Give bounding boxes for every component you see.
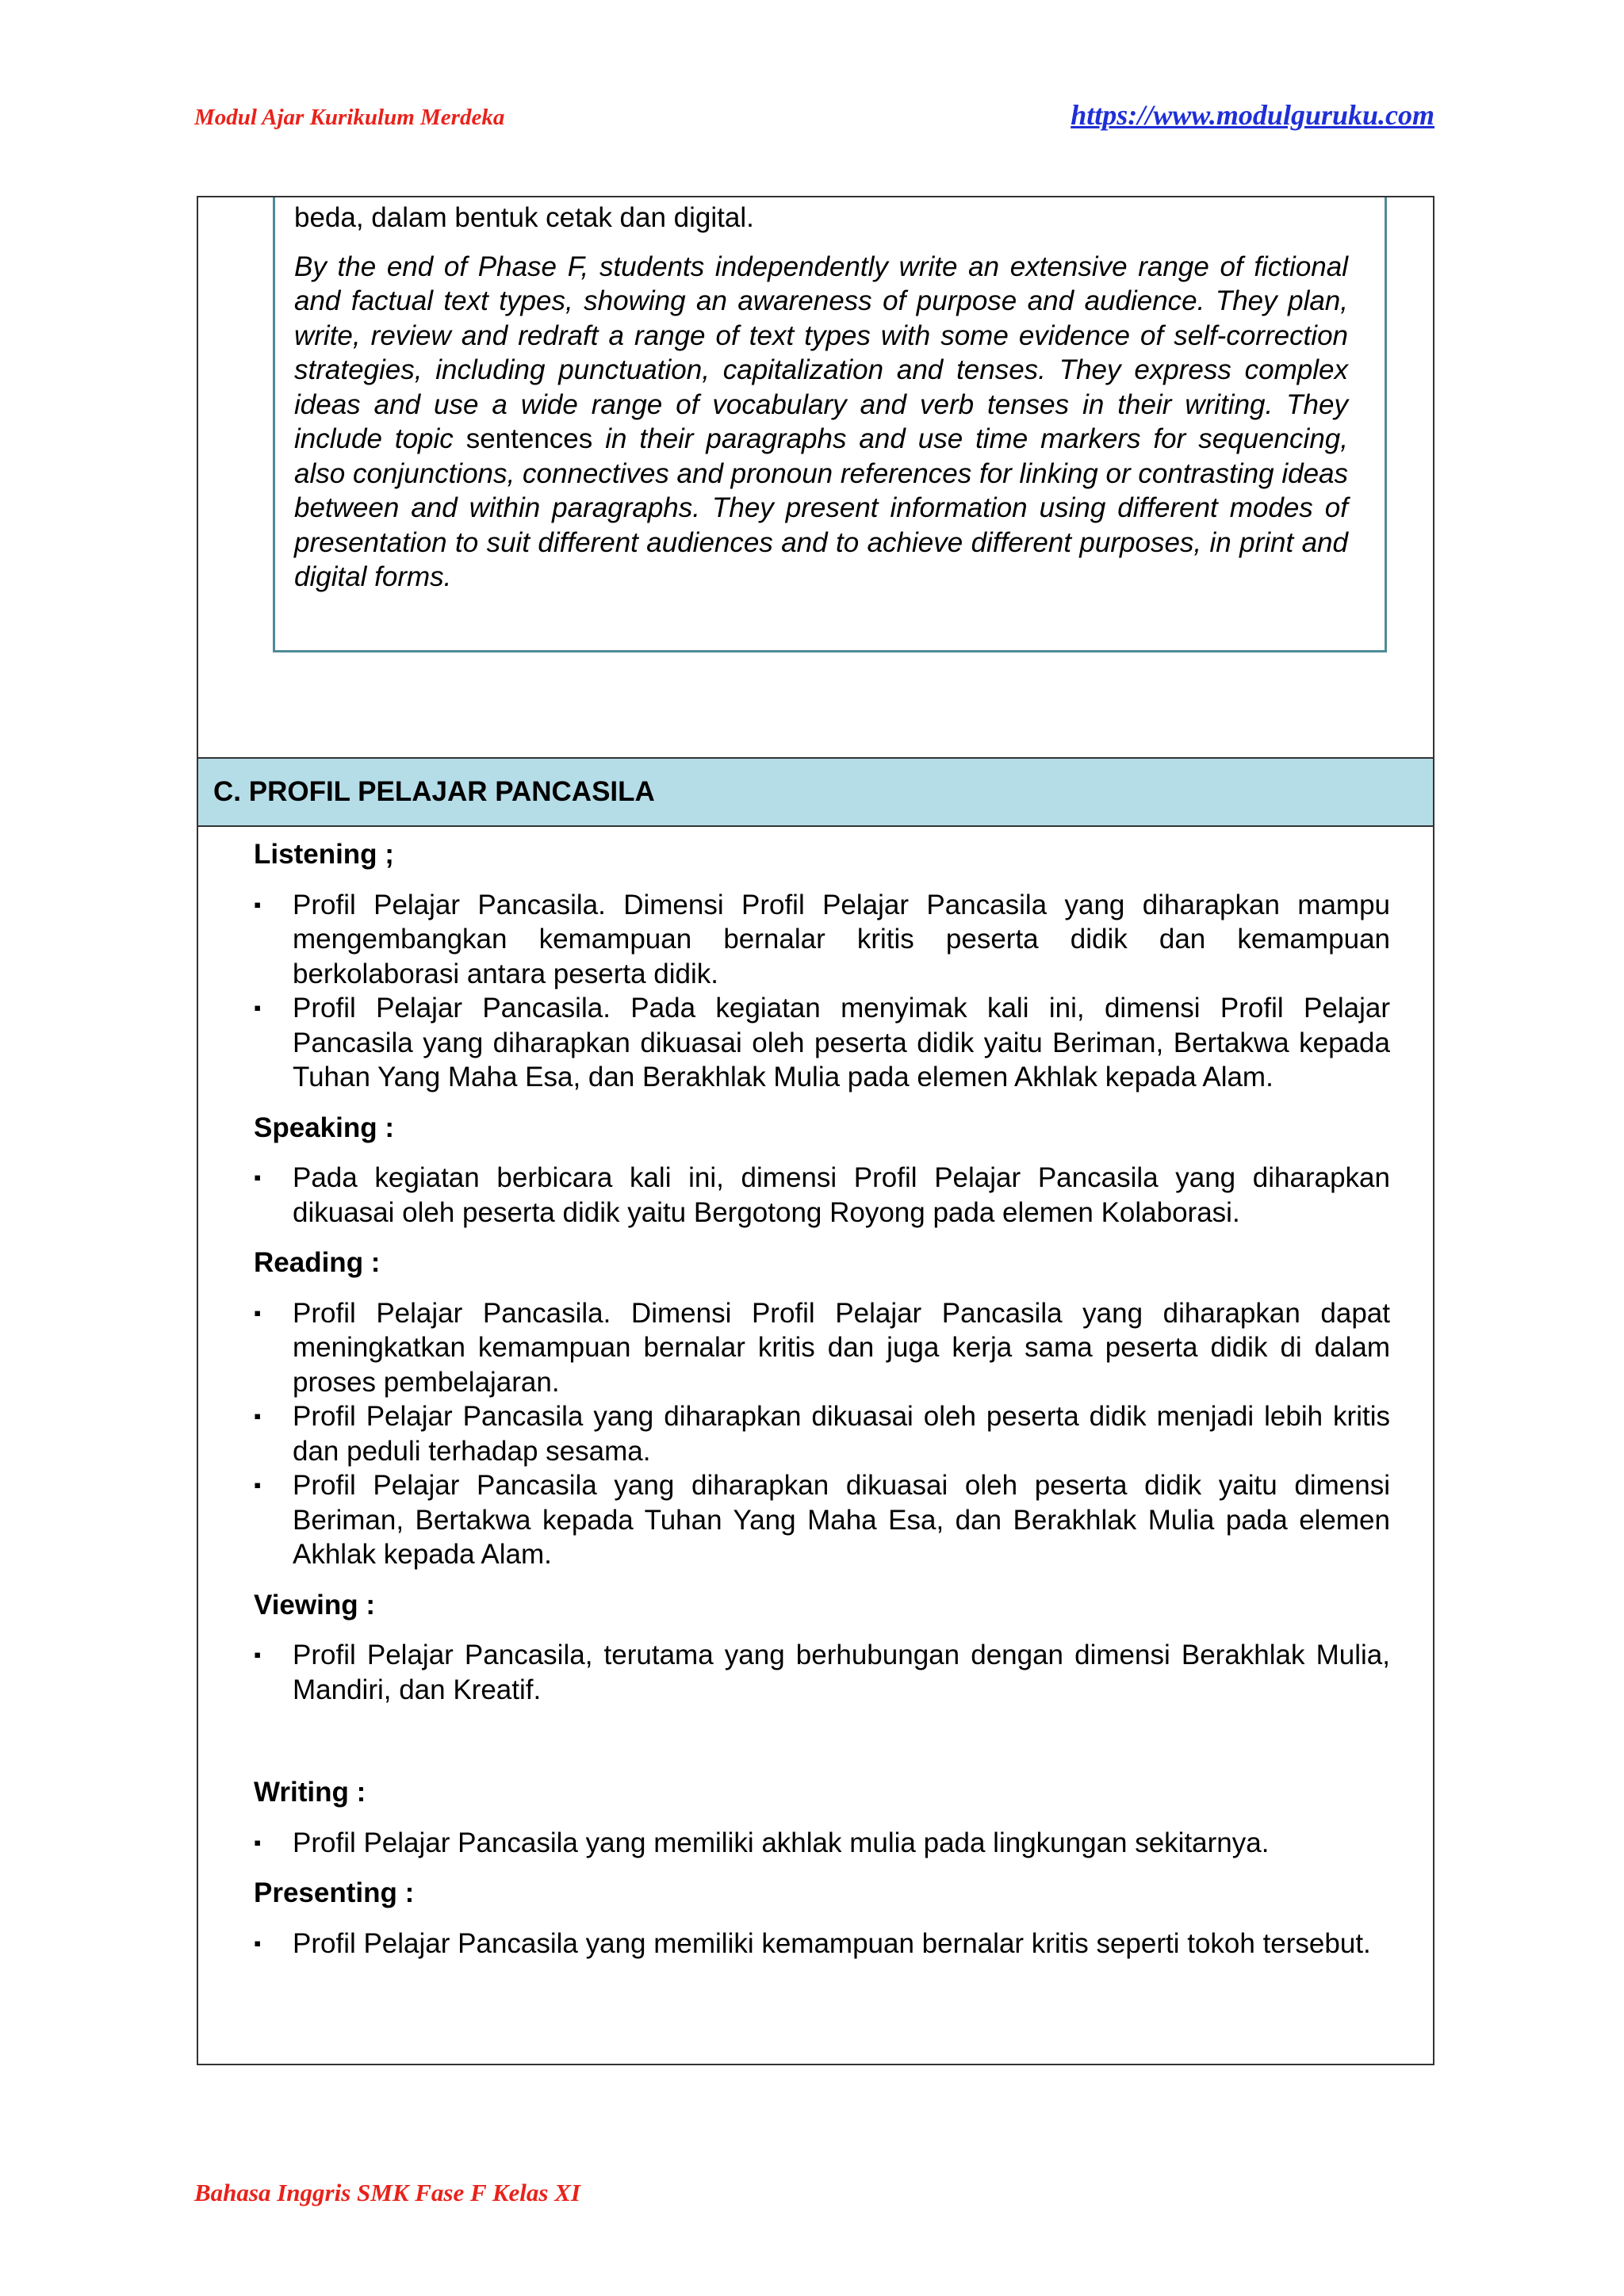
bullet-item [254, 1161, 1390, 1230]
skill-heading: Speaking : [254, 1112, 394, 1143]
content-table [197, 196, 1434, 2065]
bullet-item [254, 1826, 1390, 1861]
skill-heading: Listening ; [254, 839, 394, 870]
bullet-text: Profil Pelajar Pancasila. Dimensi Profil Pelajar Pancasila yang diharapkan mampu mengembangkan kemampuan bernalar kritis peserta didik dan kemampuan berkolaborasi antara peserta didik. [293, 889, 1390, 989]
square-bullet-icon: ▪ [254, 1830, 262, 1854]
bullet-item [254, 1468, 1390, 1572]
bullet-list [254, 1161, 1390, 1230]
bullet-list [254, 888, 1390, 1095]
bullet-list [254, 1826, 1390, 1861]
bullet-text: Profil Pelajar Pancasila, terutama yang berhubungan dengan dimensi Berakhlak Mulia, Mandiri, dan Kreatif. [293, 1640, 1390, 1705]
square-bullet-icon: ▪ [254, 1931, 262, 1955]
header-website-link[interactable]: https://www.modulguruku.com [1071, 99, 1434, 131]
skill-heading: Viewing : [254, 1589, 375, 1621]
blank-spacer [254, 1723, 1390, 1775]
bullet-item [254, 1638, 1390, 1707]
footer-course-title: Bahasa Inggris SMK Fase F Kelas XI [194, 2179, 580, 2206]
bullet-text: Profil Pelajar Pancasila yang memiliki akhlak mulia pada lingkungan sekitarnya. [293, 1827, 1270, 1858]
square-bullet-icon: ▪ [254, 1473, 262, 1497]
profil-groups [254, 837, 1390, 1976]
bullet-text: Profil Pelajar Pancasila yang diharapkan dikuasai oleh peserta didik menjadi lebih kritis dan peduli terhadap sesama. [293, 1401, 1390, 1467]
bullet-item [254, 1296, 1390, 1400]
section-heading-profil-pelajar-pancasila: C. PROFIL PELAJAR PANCASILA [198, 757, 1433, 827]
square-bullet-icon: ▪ [254, 1165, 262, 1189]
cp-continued-line: beda, dalam bentuk cetak dan digital. [294, 202, 754, 233]
header-module-title: Modul Ajar Kurikulum Merdeka [194, 105, 505, 130]
square-bullet-icon: ▪ [254, 1300, 262, 1325]
square-bullet-icon: ▪ [254, 892, 262, 916]
bullet-item [254, 1399, 1390, 1468]
bullet-list [254, 1927, 1390, 1961]
bullet-text: Profil Pelajar Pancasila. Pada kegiatan menyimak kali ini, dimensi Profil Pelajar Pancasila yang diharapkan dikuasai oleh peserta didik yaitu Beriman, Bertakwa kepada Tuhan Yang Maha Esa, dan Berakhlak Mulia pada elemen Akhlak kepada Alam. [293, 993, 1390, 1093]
bullet-list [254, 1296, 1390, 1572]
bullet-list [254, 1638, 1390, 1707]
square-bullet-icon: ▪ [254, 1643, 262, 1667]
skill-heading: Reading : [254, 1247, 381, 1278]
bullet-item [254, 888, 1390, 992]
capaian-pembelajaran-box [273, 197, 1387, 652]
bullet-text: Pada kegiatan berbicara kali ini, dimensi Profil Pelajar Pancasila yang diharapkan dikuasai oleh peserta didik yaitu Bergotong Royong pada elemen Kolaborasi. [293, 1162, 1390, 1228]
bullet-text: Profil Pelajar Pancasila. Dimensi Profil Pelajar Pancasila yang diharapkan dapat meningkatkan kemampuan bernalar kritis dan juga kerja sama peserta didik di dalam proses pembelajaran. [293, 1297, 1390, 1398]
skill-heading: Presenting : [254, 1877, 415, 1908]
cp-english-paragraph [294, 250, 1348, 595]
cp-text-part-3: in their paragraphs and use time markers for sequencing, also conjunctions, connectives and pronoun references for linking or contrasting ideas between and within paragraphs. They present information using different modes of presentation to suit different audiences and to achieve different purposes, in print and digital forms. [294, 423, 1348, 592]
bullet-text: Profil Pelajar Pancasila yang memiliki kemampuan bernalar kritis seperti tokoh tersebut. [293, 1927, 1371, 1959]
bullet-text: Profil Pelajar Pancasila yang diharapkan dikuasai oleh peserta didik yaitu dimensi Beriman, Bertakwa kepada Tuhan Yang Maha Esa, dan Berakhlak Mulia pada elemen Akhlak kepada Alam. [293, 1470, 1390, 1570]
bullet-item [254, 1927, 1390, 1961]
cp-text-part-1: By the end of Phase F, students independently write an extensive range of fictional and factual text types, showing an awareness of purpose and audience. They plan, write, review and redraft a range of text types with some evidence of self-correction strategies, including punctuation, capitalization and tenses. They express complex ideas and use a wide range of vocabulary and verb tenses in their writing. They include topic [294, 251, 1348, 454]
skill-heading: Writing : [254, 1777, 366, 1808]
square-bullet-icon: ▪ [254, 1404, 262, 1428]
bullet-item [254, 991, 1390, 1095]
cp-text-part-2: sentences [465, 423, 593, 454]
square-bullet-icon: ▪ [254, 996, 262, 1020]
